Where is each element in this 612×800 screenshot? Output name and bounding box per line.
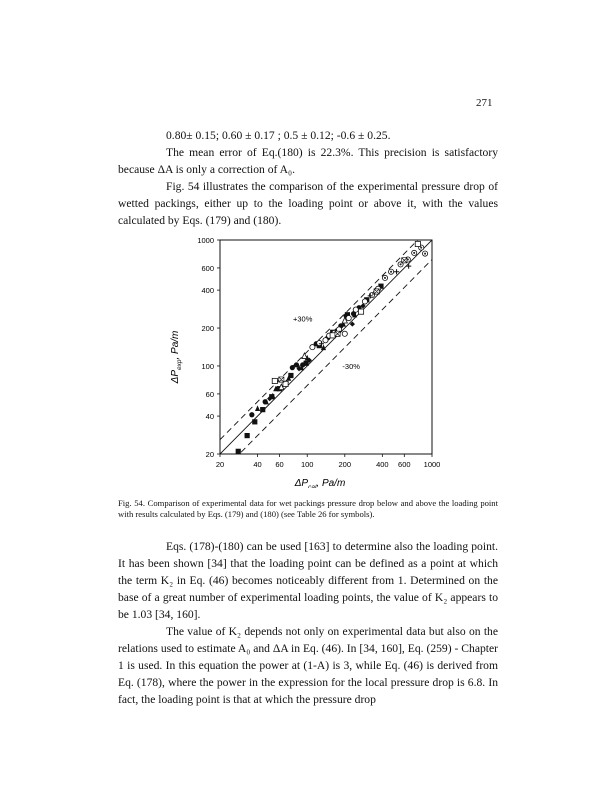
data-point: [330, 333, 335, 338]
data-point: [260, 407, 265, 412]
data-point: [302, 353, 307, 359]
data-point: [374, 289, 379, 294]
data-point: [245, 433, 250, 438]
x-tick-label: 400: [376, 460, 389, 469]
data-point: [335, 331, 340, 336]
x-tick-label: 20: [215, 460, 225, 469]
plot-annotation: -30%: [342, 361, 360, 371]
y-tick-label: 20: [205, 450, 214, 459]
plot-annotation: +30%: [292, 314, 313, 324]
x-tick-label: 1000: [423, 460, 441, 469]
data-point: [294, 362, 299, 367]
data-point: [255, 405, 260, 411]
data-point: [342, 331, 347, 336]
y-tick-label: 40: [205, 412, 214, 422]
x-tick-label: 60: [275, 460, 284, 469]
data-point: [412, 250, 417, 255]
mean-error-paragraph: The mean error of Eq.(180) is 22.3%. This precision is satisfactory because ΔA is only a correction of A₀.: [118, 146, 498, 176]
data-point: [422, 251, 427, 256]
y-axis-label: $\Delta P_{exp}$, Pa/m: [170, 330, 183, 384]
data-point: [272, 378, 277, 383]
data-point: [323, 338, 328, 343]
data-point: [382, 275, 387, 280]
reference-line-minus30: [220, 260, 432, 474]
data-point: [353, 307, 358, 312]
reference-line-parity: [220, 240, 432, 454]
intro-text: [118, 127, 498, 229]
figure-caption: Fig. 54. Comparison of experimental data for wet packings pressure drop below and above the loading point with results calculated by Eqs. (179) and (180) (see Table 26 for symbols).: [118, 498, 498, 519]
x-tick-label: 200: [338, 460, 352, 469]
data-point: [310, 345, 315, 350]
y-tick-label: 100: [201, 361, 214, 371]
data-point: [346, 315, 351, 320]
scatter-plot: [140, 228, 460, 488]
error-values-line: 0.80± 0.15; 0.60 ± 0.17 ; 0.5 ± 0.12; -0.6 ± 0.25.: [166, 129, 391, 142]
data-point: [279, 377, 284, 382]
y-tick-label: 1000: [197, 236, 214, 245]
data-point: [388, 269, 393, 274]
k2-paragraph: The value of K₂ depends not only on experimental data but also on the relations used to estimate A₀ and ΔA in Eq. (46). In [34, 160], Eq. (259) - Chapter 1 is used. In this equation the power at (1-A) is 3, while Eq. (46) is derived from Eq. (178), where the power in the expression for the local pressure drop is 6.8. In fact, the loading point is that at which the pressure drop: [118, 625, 498, 706]
fig54-intro-paragraph: Fig. 54 illustrates the comparison of the experimental pressure drop of wetted packings, either up to the loading point or above it, with the values calculated by Eqs. (179) and (180).: [118, 180, 498, 227]
data-point: [406, 264, 411, 269]
figure-54: [140, 228, 460, 488]
lower-text: [118, 538, 498, 708]
data-point: [252, 419, 257, 424]
y-tick-label: 200: [201, 324, 214, 334]
x-tick-label: 100: [300, 460, 314, 469]
y-tick-label: 600: [201, 263, 214, 273]
data-point: [415, 241, 420, 246]
x-tick-label: 600: [398, 460, 411, 469]
x-axis-label: $\Delta P_{cal}$, Pa/m: [294, 478, 346, 488]
data-point: [236, 449, 241, 454]
data-point: [402, 258, 407, 263]
reference-line-plus30: [220, 228, 432, 440]
data-point: [358, 309, 363, 314]
page-number: 271: [476, 97, 493, 109]
y-tick-label: 60: [205, 389, 214, 399]
data-point: [249, 412, 254, 417]
x-tick-label: 40: [253, 460, 262, 469]
loading-point-paragraph: Eqs. (178)-(180) can be used [163] to determine also the loading point. It has been shown [34] that the loading point can be defined as a point at which the term K₂ in Eq. (46) becomes noticeably different from 1. Determined on the base of a great number of experimental loading points, the value of K₂ appears to be 1.03 [34, 160].: [118, 540, 498, 621]
data-point: [362, 299, 367, 304]
y-tick-label: 400: [201, 286, 214, 296]
